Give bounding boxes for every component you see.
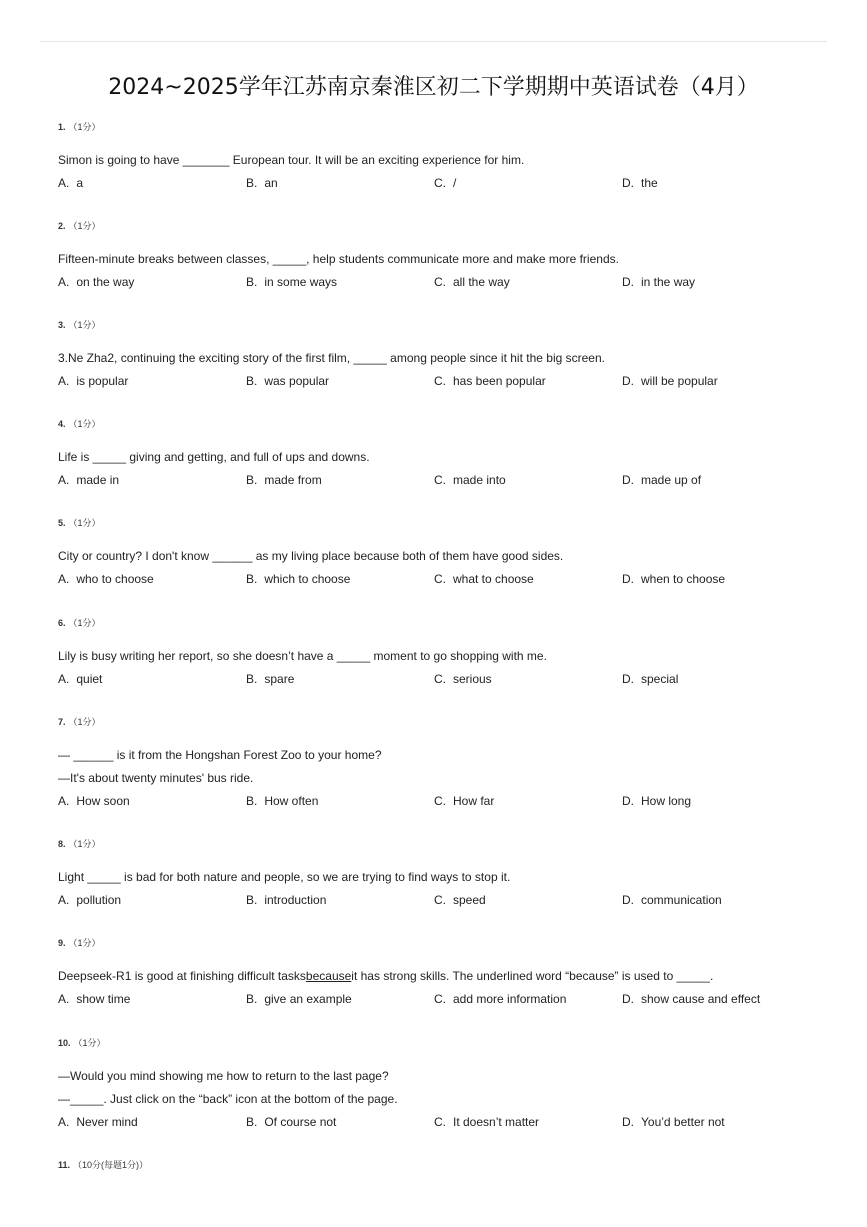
option-a[interactable]: [58, 370, 128, 393]
option-letter: A.: [58, 572, 70, 586]
option-letter: A.: [58, 374, 70, 388]
option-a[interactable]: [58, 469, 119, 492]
question-score: （1分）: [68, 320, 101, 330]
option-text: a: [76, 176, 84, 190]
question-header: [58, 838, 818, 850]
option-text: introduction: [264, 893, 327, 907]
option-letter: D.: [622, 992, 634, 1006]
option-b[interactable]: [246, 469, 322, 492]
question-stem: Life is _____ giving and getting, and full of ups and downs.: [58, 450, 370, 464]
option-letter: B.: [246, 992, 258, 1006]
option-d[interactable]: [622, 469, 701, 492]
option-d[interactable]: [622, 1111, 725, 1134]
question-score: （1分）: [68, 618, 101, 628]
option-text: show cause and effect: [641, 992, 761, 1006]
option-row: [58, 172, 818, 195]
option-text: You’d better not: [641, 1115, 725, 1129]
option-b[interactable]: [246, 1111, 336, 1134]
question-1: [58, 121, 818, 195]
question-stem-reply: —_____. Just click on the “back” icon at the bottom of the page.: [58, 1092, 398, 1106]
option-letter: A.: [58, 794, 70, 808]
option-text: serious: [453, 672, 492, 686]
option-letter: A.: [58, 672, 70, 686]
option-text: made up of: [641, 473, 702, 487]
question-number: 3.: [58, 320, 66, 330]
question-stem: [58, 965, 818, 988]
option-text: special: [641, 672, 679, 686]
question-score: （1分）: [68, 419, 101, 429]
question-stem: City or country? I don't know ______ as my living place because both of them have good sides.: [58, 549, 564, 563]
option-a[interactable]: [58, 668, 102, 691]
option-c[interactable]: [434, 370, 546, 393]
option-c[interactable]: [434, 988, 566, 1011]
question-header: [58, 220, 818, 232]
question-number: 11.: [58, 1160, 71, 1170]
option-a[interactable]: [58, 271, 134, 294]
question-number: 7.: [58, 717, 66, 727]
option-letter: A.: [58, 893, 70, 907]
option-c[interactable]: [434, 172, 456, 195]
question-2: [58, 220, 818, 294]
option-row: [58, 271, 818, 294]
option-letter: C.: [434, 893, 446, 907]
question-stem: Light _____ is bad for both nature and people, so we are trying to find ways to stop it.: [58, 870, 511, 884]
option-text: pollution: [76, 893, 122, 907]
question-3: [58, 319, 818, 393]
question-11: [58, 1159, 818, 1171]
option-d[interactable]: [622, 988, 760, 1011]
option-text: How long: [641, 794, 692, 808]
option-text: which to choose: [264, 572, 351, 586]
option-text: in the way: [641, 275, 696, 289]
option-letter: D.: [622, 572, 634, 586]
option-letter: C.: [434, 275, 446, 289]
option-letter: D.: [622, 1115, 634, 1129]
question-7: [58, 716, 818, 813]
option-d[interactable]: [622, 568, 725, 591]
question-9: [58, 937, 818, 1011]
question-score: （1分）: [68, 122, 101, 132]
option-letter: A.: [58, 176, 70, 190]
option-letter: C.: [434, 672, 446, 686]
option-b[interactable]: [246, 790, 318, 813]
question-score: （10分(每题1分)）: [73, 1160, 149, 1170]
option-row: [58, 790, 818, 813]
option-b[interactable]: [246, 568, 350, 591]
option-c[interactable]: [434, 469, 506, 492]
question-number: 9.: [58, 938, 66, 948]
exam-title: 2024~2025学年江苏南京秦淮区初二下学期期中英语试卷（4月）: [108, 75, 759, 100]
option-text: on the way: [76, 275, 135, 289]
option-text: show time: [76, 992, 131, 1006]
question-score: （1分）: [68, 518, 101, 528]
option-d[interactable]: [622, 889, 722, 912]
option-letter: B.: [246, 374, 258, 388]
option-letter: D.: [622, 672, 634, 686]
option-text: How far: [453, 794, 495, 808]
question-header: [58, 937, 818, 949]
option-letter: C.: [434, 374, 446, 388]
option-letter: D.: [622, 374, 634, 388]
option-text: is popular: [76, 374, 129, 388]
question-stem: Simon is going to have _______ European tour. It will be an exciting experience for him.: [58, 153, 525, 167]
option-text: Never mind: [76, 1115, 138, 1129]
option-letter: D.: [622, 473, 634, 487]
option-text: made from: [264, 473, 322, 487]
question-number: 2.: [58, 221, 66, 231]
option-text: all the way: [453, 275, 510, 289]
option-a[interactable]: [58, 568, 154, 591]
option-text: How often: [264, 794, 319, 808]
option-text: when to choose: [641, 572, 726, 586]
option-text: has been popular: [453, 374, 546, 388]
question-stem: — ______ is it from the Hongshan Forest Zoo to your home?: [58, 748, 382, 762]
option-letter: C.: [434, 992, 446, 1006]
question-number: 8.: [58, 839, 66, 849]
question-header: [58, 121, 818, 133]
top-divider: [40, 41, 827, 42]
option-text: speed: [453, 893, 486, 907]
option-b[interactable]: [246, 988, 352, 1011]
question-5: [58, 517, 818, 591]
option-text: the: [641, 176, 658, 190]
option-c[interactable]: [434, 568, 534, 591]
question-header: [58, 716, 818, 728]
option-d[interactable]: [622, 370, 718, 393]
option-c[interactable]: [434, 790, 494, 813]
stem-text-before: Deepseek-R1 is good at finishing difficult tasks: [58, 969, 306, 983]
question-stem: Lily is busy writing her report, so she doesn’t have a _____ moment to go shopping with me.: [58, 649, 547, 663]
option-text: communication: [641, 893, 722, 907]
question-number: 5.: [58, 518, 66, 528]
question-score: （1分）: [68, 938, 101, 948]
option-c[interactable]: [434, 668, 492, 691]
option-letter: C.: [434, 473, 446, 487]
option-row: [58, 889, 818, 912]
question-10: [58, 1037, 818, 1134]
option-b[interactable]: [246, 370, 329, 393]
option-a[interactable]: [58, 988, 130, 1011]
option-text: /: [453, 176, 457, 190]
option-letter: B.: [246, 794, 258, 808]
option-text: add more information: [453, 992, 567, 1006]
option-text: quiet: [76, 672, 103, 686]
option-row: [58, 988, 818, 1011]
question-header: [58, 617, 818, 629]
question-stem: Fifteen-minute breaks between classes, _____, help students communicate more and make more friends.: [58, 252, 619, 266]
option-d[interactable]: [622, 668, 678, 691]
option-letter: A.: [58, 1115, 70, 1129]
option-text: will be popular: [641, 374, 718, 388]
question-header: [58, 517, 818, 529]
option-text: what to choose: [453, 572, 534, 586]
question-score: （1分）: [73, 1038, 106, 1048]
option-letter: B.: [246, 572, 258, 586]
option-letter: D.: [622, 794, 634, 808]
option-text: in some ways: [264, 275, 338, 289]
option-a[interactable]: [58, 790, 130, 813]
option-c[interactable]: [434, 1111, 539, 1134]
option-b[interactable]: [246, 889, 326, 912]
option-letter: B.: [246, 275, 258, 289]
option-b[interactable]: [246, 271, 337, 294]
option-letter: B.: [246, 672, 258, 686]
option-letter: B.: [246, 893, 258, 907]
option-text: give an example: [264, 992, 352, 1006]
option-a[interactable]: [58, 1111, 138, 1134]
question-stem: 3.Ne Zha2, continuing the exciting story of the first film, _____ among people since it hit the big screen.: [58, 351, 605, 365]
option-row: [58, 668, 818, 691]
option-text: was popular: [264, 374, 330, 388]
option-letter: A.: [58, 992, 70, 1006]
option-letter: B.: [246, 473, 258, 487]
question-4: [58, 418, 818, 492]
question-6: [58, 617, 818, 691]
option-row: [58, 469, 818, 492]
option-letter: C.: [434, 572, 446, 586]
stem-text-after: it has strong skills. The underlined word “because” is used to _____.: [351, 969, 714, 983]
option-letter: C.: [434, 794, 446, 808]
question-score: （1分）: [68, 839, 101, 849]
question-header: [58, 418, 818, 430]
option-letter: A.: [58, 473, 70, 487]
question-stem-reply: —It's about twenty minutes' bus ride.: [58, 771, 254, 785]
question-header: [58, 319, 818, 331]
option-text: spare: [264, 672, 295, 686]
option-text: It doesn’t matter: [453, 1115, 540, 1129]
option-a[interactable]: [58, 889, 121, 912]
option-d[interactable]: [622, 790, 691, 813]
option-letter: D.: [622, 893, 634, 907]
option-text: made in: [76, 473, 120, 487]
question-score: （1分）: [68, 717, 101, 727]
question-number: 10.: [58, 1038, 71, 1048]
option-text: Of course not: [264, 1115, 337, 1129]
option-letter: C.: [434, 176, 446, 190]
question-stem: —Would you mind showing me how to return to the last page?: [58, 1069, 389, 1083]
option-letter: D.: [622, 275, 634, 289]
option-letter: B.: [246, 1115, 258, 1129]
option-text: How soon: [76, 794, 130, 808]
option-d[interactable]: [622, 172, 658, 195]
option-row: [58, 1111, 818, 1134]
option-text: made into: [453, 473, 506, 487]
question-score: （1分）: [68, 221, 101, 231]
option-a[interactable]: [58, 172, 83, 195]
option-text: an: [264, 176, 278, 190]
option-b[interactable]: [246, 172, 278, 195]
option-letter: A.: [58, 275, 70, 289]
option-row: [58, 370, 818, 393]
question-number: 6.: [58, 618, 66, 628]
question-header: [58, 1037, 818, 1049]
option-row: [58, 568, 818, 591]
option-c[interactable]: [434, 271, 510, 294]
option-c[interactable]: [434, 889, 486, 912]
option-d[interactable]: [622, 271, 695, 294]
option-letter: B.: [246, 176, 258, 190]
question-number: 1.: [58, 122, 66, 132]
option-letter: C.: [434, 1115, 446, 1129]
option-b[interactable]: [246, 668, 294, 691]
question-number: 4.: [58, 419, 66, 429]
question-8: [58, 838, 818, 912]
question-header: [58, 1159, 818, 1171]
underlined-word: because: [305, 969, 352, 983]
option-text: who to choose: [76, 572, 154, 586]
option-letter: D.: [622, 176, 634, 190]
